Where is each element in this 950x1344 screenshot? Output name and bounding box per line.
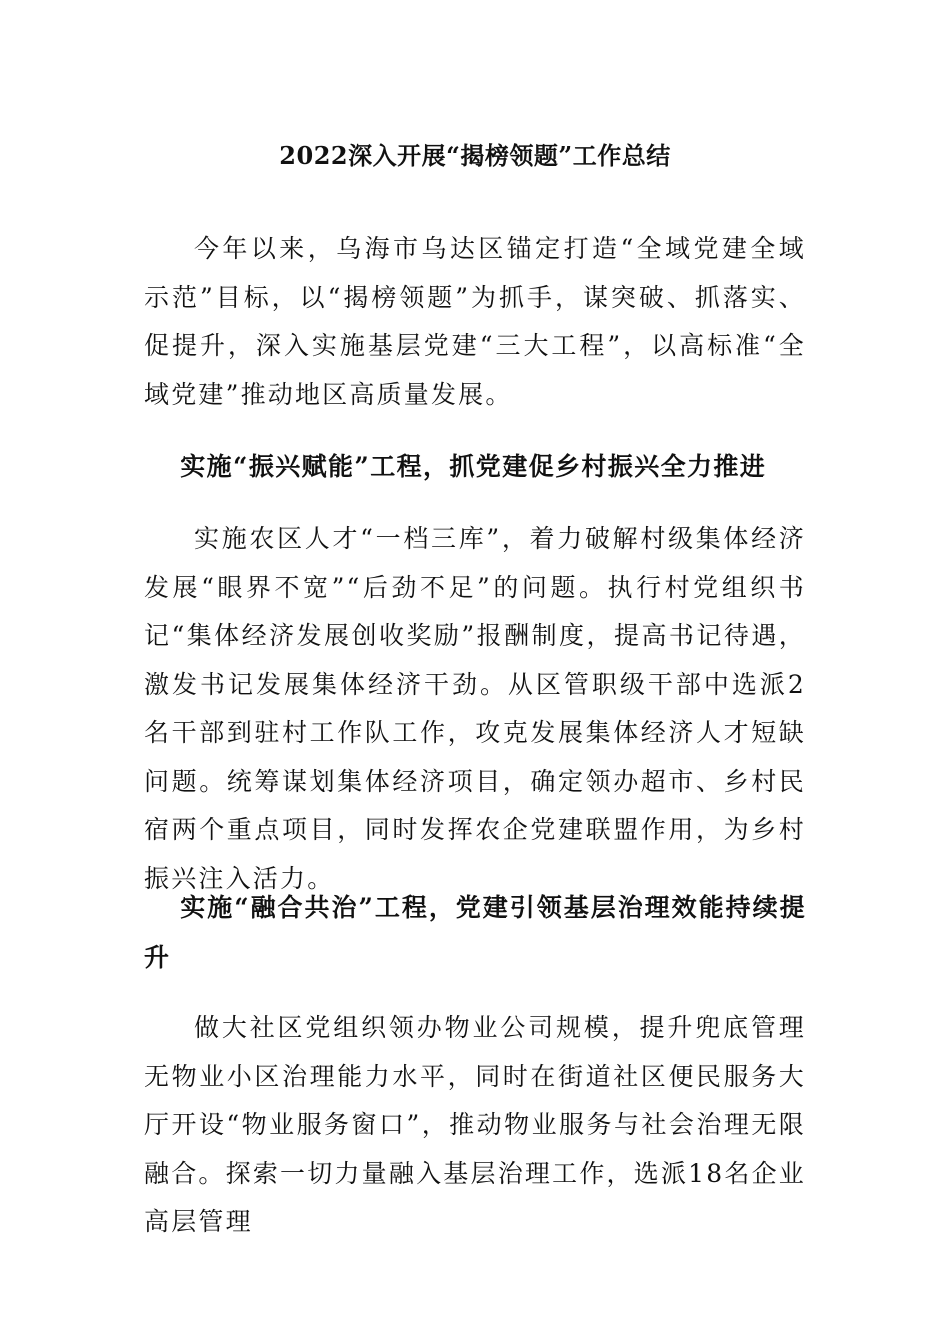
intro-paragraph-block — [144, 225, 806, 419]
section1-heading: 实施“振兴赋能”工程，抓党建促乡村振兴全力推进 — [180, 452, 767, 481]
document-title: 2022深入开展“揭榜领题”工作总结 — [279, 141, 671, 170]
section2-body-block — [144, 1004, 806, 1247]
section2-body: 做大社区党组织领办物业公司规模，提升兜底管理无物业小区治理能力水平，同时在街道社区便民服务大厅开设“物业服务窗口”，推动物业服务与社会治理无限融合。探索一切力量融入基层治理工作，选派18名企业高层管理 — [144, 1013, 806, 1236]
section1-body-block — [144, 515, 806, 903]
section2-heading-block — [144, 883, 806, 983]
section2-heading: 实施“融合共治”工程，党建引领基层治理效能持续提升 — [144, 893, 806, 972]
intro-paragraph: 今年以来，乌海市乌达区锚定打造“全域党建全域示范”目标，以“揭榜领题”为抓手，谋突破、抓落实、促提升，深入实施基层党建“三大工程”，以高标准“全域党建”推动地区高质量发展。 — [144, 234, 806, 409]
section1-body: 实施农区人才“一档三库”，着力破解村级集体经济发展“眼界不宽”“后劲不足”的问题。执行村党组织书记“集体经济发展创收奖励”报酬制度，提高书记待遇，激发书记发展集体经济干劲。从区管职级干部中选派2名干部到驻村工作队工作，攻克发展集体经济人才短缺问题。统筹谋划集体经济项目，确定领办超市、乡村民宿两个重点项目，同时发挥农企党建联盟作用，为乡村振兴注入活力。 — [144, 524, 806, 893]
section1-heading-block — [144, 442, 806, 492]
